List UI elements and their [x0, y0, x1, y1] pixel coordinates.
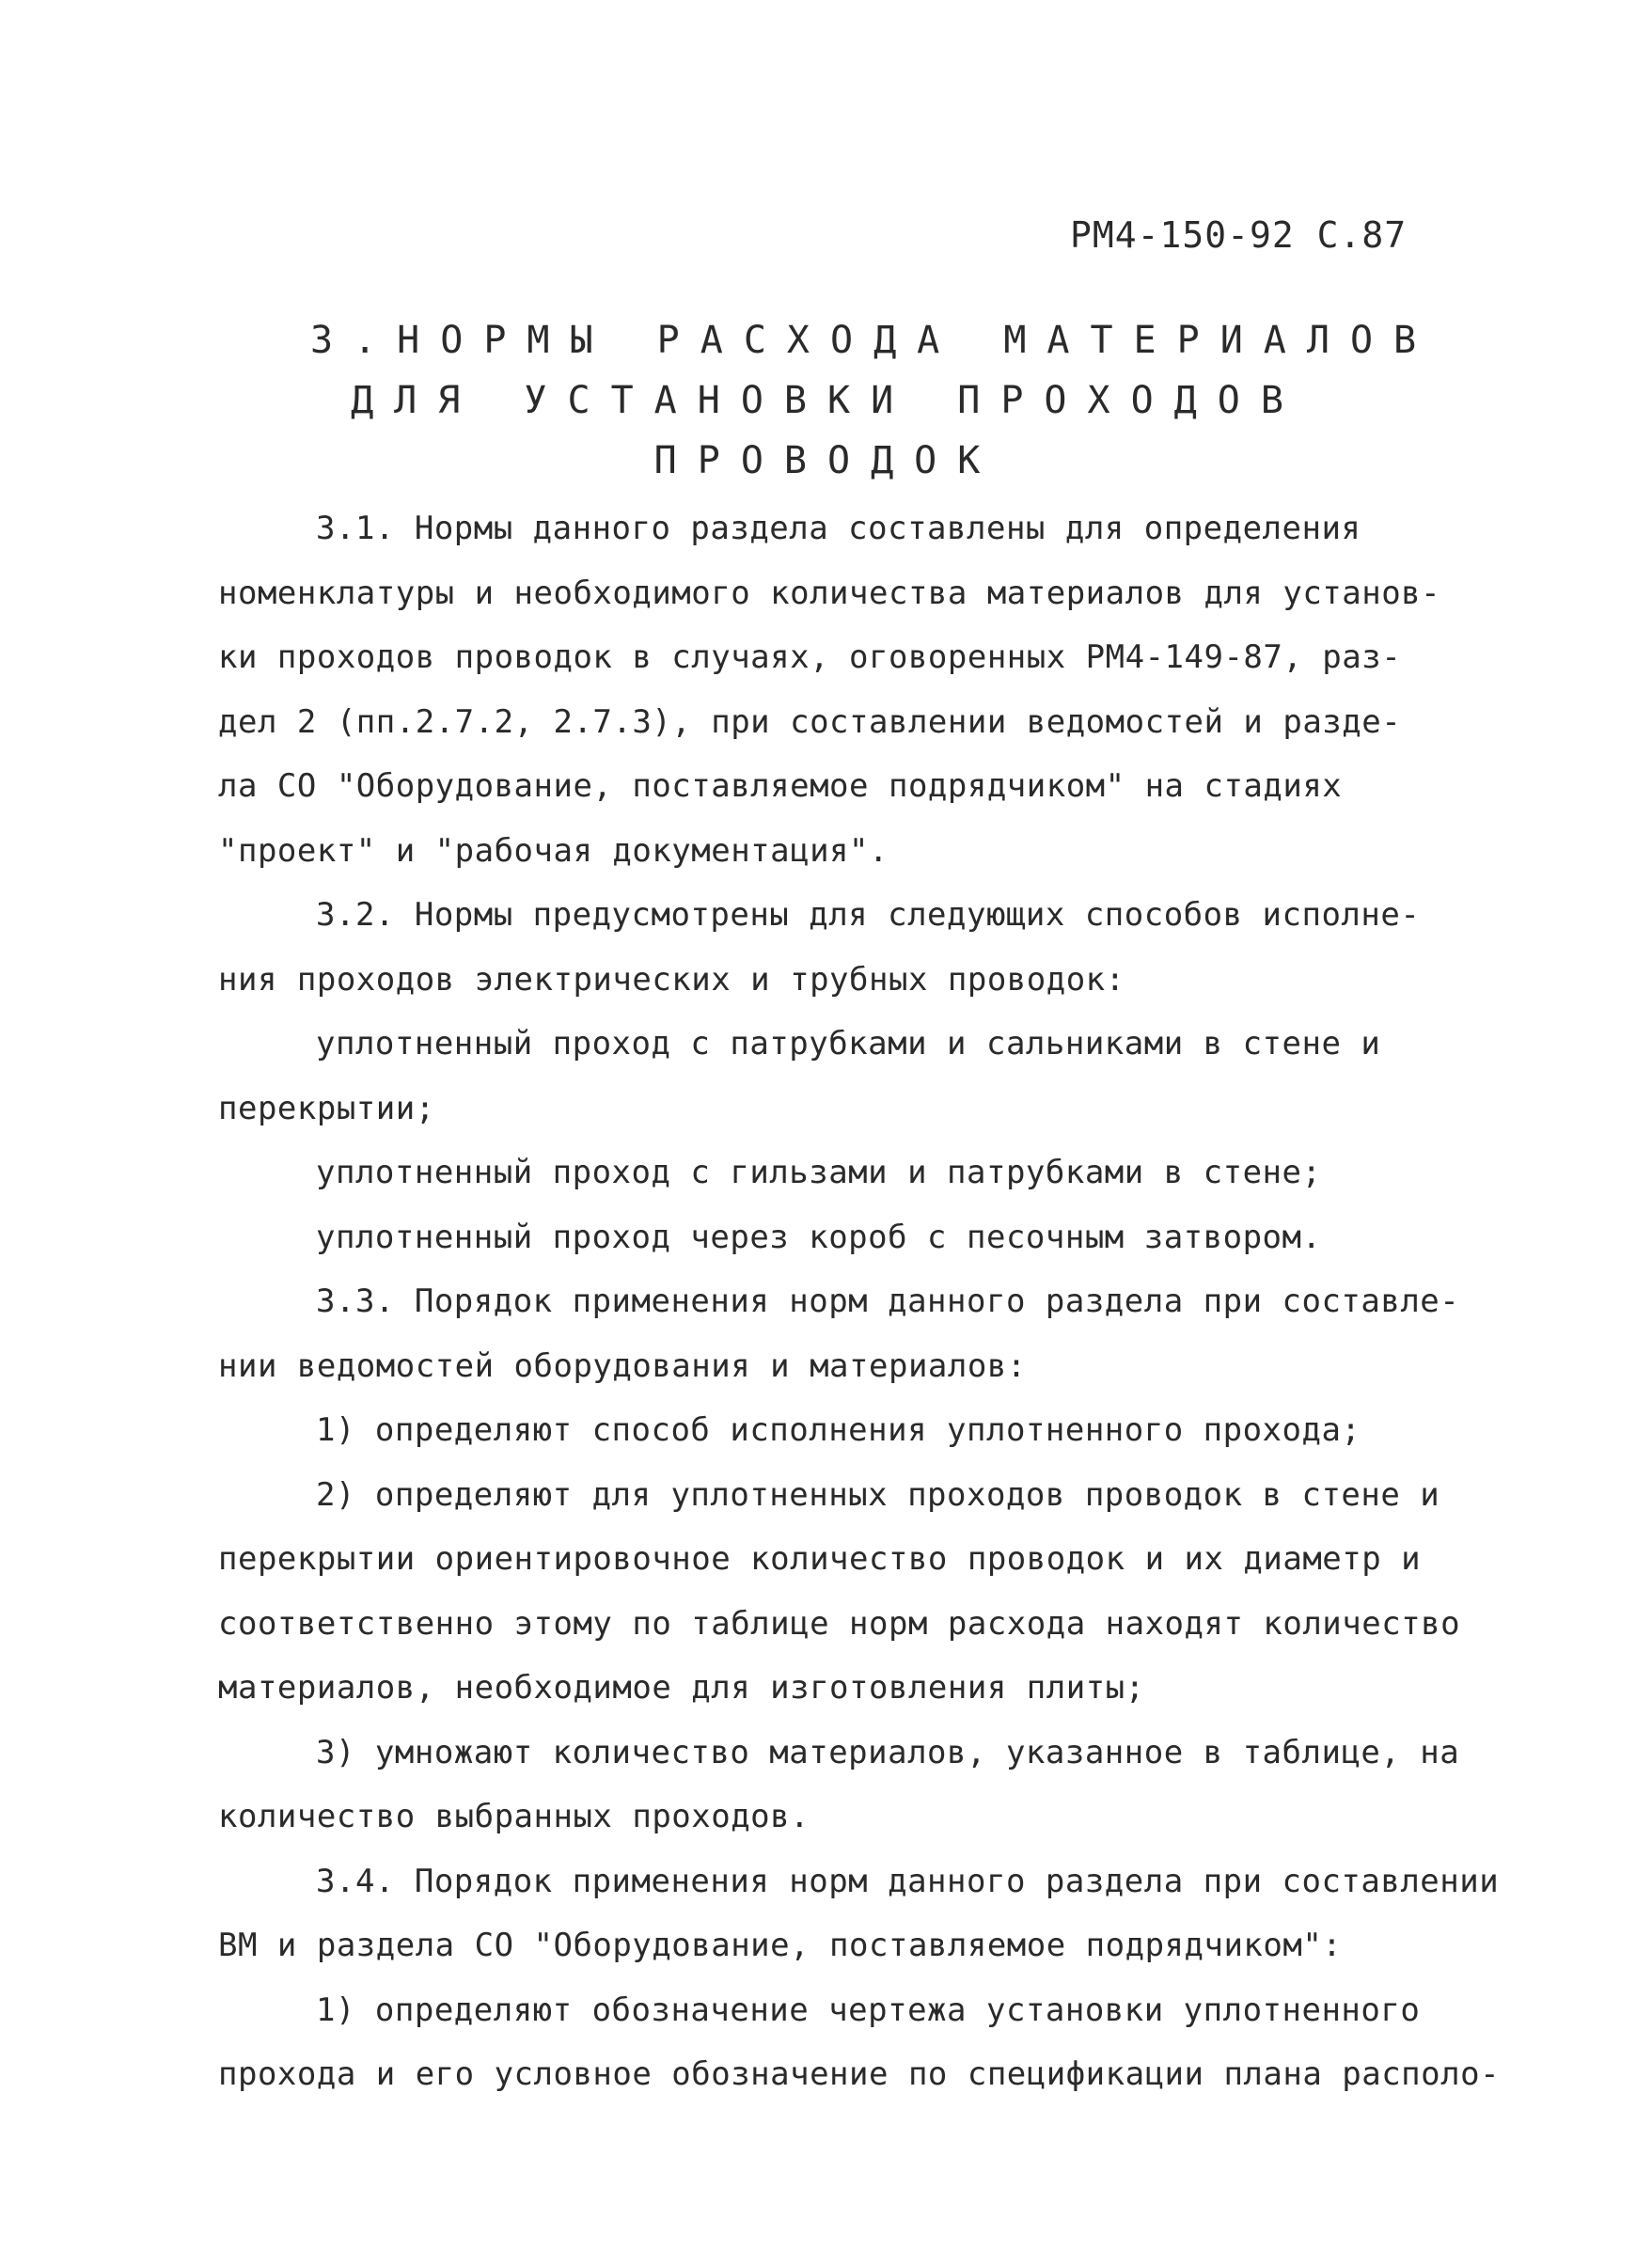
paragraph-3-1-line: номенклатуры и необходимого количества материалов для установ-: [218, 574, 1441, 612]
paragraph-3-3-line: нии ведомостей оборудования и материалов:: [218, 1346, 1027, 1385]
paragraph-3-4-line: 3.4. Порядок применения норм данного раздела при составлении: [316, 1862, 1500, 1900]
body-text: [218, 496, 1516, 2107]
list-item-line: 1) определяют способ исполнения уплотненного прохода;: [316, 1411, 1361, 1449]
paragraph-3-1-line: "проект" и "рабочая документация".: [218, 831, 889, 870]
list-item-line: уплотненный проход через короб с песочным затвором.: [316, 1218, 1322, 1256]
section-title: [310, 310, 1438, 491]
list-item-line: перекрытии;: [218, 1089, 435, 1127]
paragraph-3-4-line: ВМ и раздела СО "Оборудование, поставляемое подрядчиком":: [218, 1927, 1343, 1964]
list-item-line: уплотненный проход с гильзами и патрубками в стене;: [316, 1154, 1322, 1191]
list-item-line: количество выбранных проходов.: [218, 1798, 810, 1835]
paragraph-3-1-line: ла СО "Оборудование, поставляемое подрядчиком" на стадиях: [218, 767, 1343, 805]
list-item-line: 1) определяют обозначение чертежа установки уплотненного: [316, 1991, 1421, 2029]
paragraph-3-3-line: 3.3. Порядок применения норм данного раздела при составле-: [316, 1282, 1460, 1320]
list-item-line: прохода и его условное обозначение по спецификации плана располо-: [218, 2055, 1501, 2093]
paragraph-3-1-line: 3.1. Нормы данного раздела составлены для определения: [316, 510, 1361, 547]
paragraph-3-2-line: ния проходов электрических и трубных проводок:: [218, 960, 1125, 999]
list-item-line: уплотненный проход с патрубками и сальниками в стене и: [316, 1025, 1381, 1062]
section-title-line-2: ДЛЯ УСТАНОВКИ ПРОХОДОВ: [351, 379, 1304, 422]
paragraph-3-1-line: дел 2 (пп.2.7.2, 2.7.3), при составлении ведомостей и разде-: [218, 702, 1402, 741]
section-title-line-3: ПРОВОДОК: [653, 439, 1001, 482]
section-title-line-1: 3.НОРМЫ РАСХОДА МАТЕРИАЛОВ: [310, 319, 1438, 362]
list-item-line: перекрытии ориентировочное количество проводок и их диаметр и: [218, 1540, 1422, 1578]
list-item-line: соответственно этому по таблице норм расхода находят количество: [218, 1604, 1461, 1643]
list-item-line: 2) определяют для уплотненных проходов проводок в стене и: [316, 1475, 1440, 1514]
paragraph-3-1-line: ки проходов проводок в случаях, оговоренных РМ4-149-87, раз-: [218, 638, 1402, 676]
document-code: РМ4-150-92 С.87: [1070, 214, 1408, 256]
list-item-line: материалов, необходимое для изготовления плиты;: [218, 1669, 1145, 1707]
paragraph-3-2-line: 3.2. Нормы предусмотрены для следующих способов исполне-: [316, 896, 1421, 934]
list-item-line: 3) умножают количество материалов, указанное в таблице, на: [316, 1733, 1460, 1771]
